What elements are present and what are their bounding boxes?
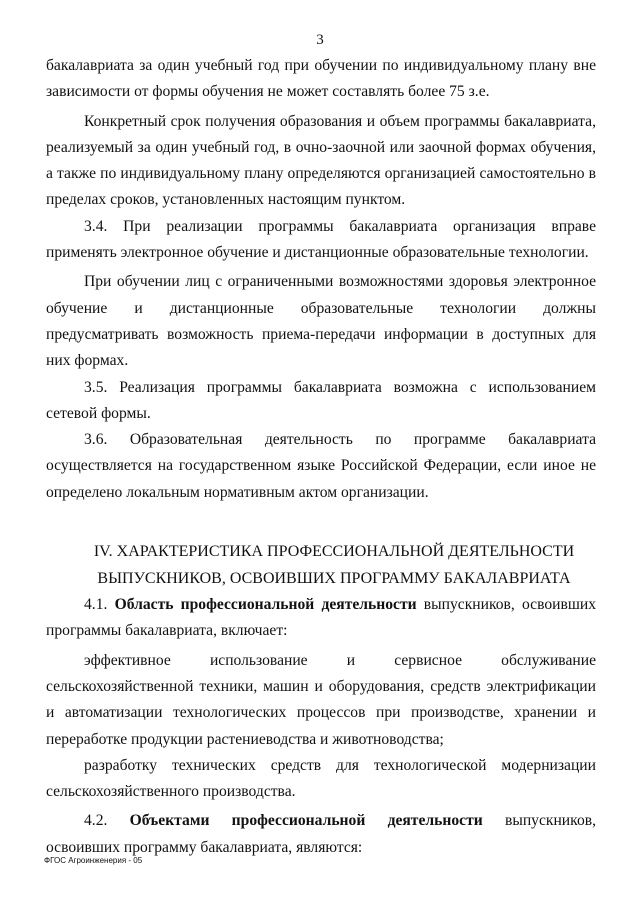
list-item-development: разработку технических средств для технологической модернизации сельскохозяйственного производства. xyxy=(46,756,596,801)
section-heading-line-1: IV. ХАРАКТЕРИСТИКА ПРОФЕССИОНАЛЬНОЙ ДЕЯТЕЛЬНОСТИ xyxy=(93,543,575,561)
paragraph-3-6: 3.6. Образовательная деятельность по программе бакалавриата осуществляется на государственном языке Российской Федерации, если иное не определено локальным нормативным актом организации. xyxy=(46,431,596,501)
page-number: 3 xyxy=(316,32,324,48)
section-heading xyxy=(46,539,596,592)
paragraph-4-1-number: 4.1. xyxy=(84,596,108,614)
list-item-equipment: эффективное использование и сервисное обслуживание сельскохозяйственной техники, машин и оборудования, средств электрификации и автоматизации технологических процессов при производстве, хранении и переработке продукции растениеводства и животноводства; xyxy=(46,651,596,748)
paragraph-4-1 xyxy=(46,592,596,645)
paragraph-4-2-number: 4.2. xyxy=(84,812,108,830)
paragraph-4-1-term: Область профессиональной деятельности xyxy=(114,596,417,614)
paragraph-3-4: 3.4. При реализации программы бакалавриата организация вправе применять электронное обучение и дистанционные образовательные технологии. xyxy=(46,217,596,262)
document-body xyxy=(46,53,596,861)
paragraph-term-volume: Конкретный срок получения образования и объем программы бакалавриата, реализуемый за один учебный год, в очно-заочной или заочной формах обучения, а также по индивидуальному плану определяются организацией самостоятельно в пределах сроков, установленных настоящим пунктом. xyxy=(46,112,596,209)
paragraph-disabilities: При обучении лиц с ограниченными возможностями здоровья электронное обучение и дистанционные образовательные технологии должны предусматривать возможность приема-передачи информации в доступных для них формах. xyxy=(46,273,596,370)
paragraph-4-2 xyxy=(46,808,596,861)
paragraph-4-2-term: Объектами профессиональной деятельности xyxy=(129,812,483,830)
paragraph-3-5: 3.5. Реализация программы бакалавриата возможна с использованием сетевой формы. xyxy=(46,378,596,422)
paragraph-4-2-text: выпускников, освоивших программу бакалавриата, являются: xyxy=(46,812,596,856)
page-footer: ФГОС Агроинженерия - 05 xyxy=(44,856,143,865)
paragraph-4-1-text: выпускников, освоивших программы бакалавриата, включает: xyxy=(46,596,596,640)
paragraph-continuation: бакалавриата за один учебный год при обучении по индивидуальному плану вне зависимости от формы обучения не может составлять более 75 з.е. xyxy=(46,57,596,101)
section-heading-line-2: ВЫПУСКНИКОВ, ОСВОИВШИХ ПРОГРАММУ БАКАЛАВРИАТА xyxy=(97,569,571,587)
